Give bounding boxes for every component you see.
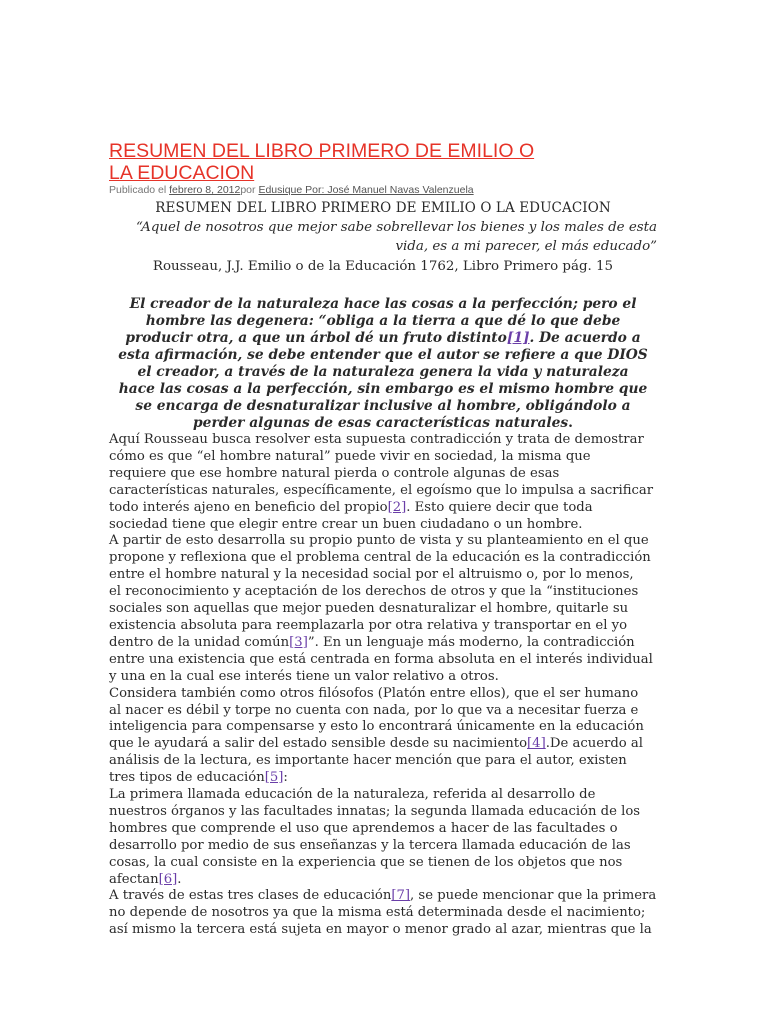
body-paragraph-5 (109, 888, 657, 939)
footnote-link-4[interactable]: [4] (527, 736, 546, 752)
text-line: existencia absoluta para reemplazarla por otra relativa y transportar en el yo (109, 617, 628, 633)
text-line: cómo es que “el hombre natural” puede vivir en sociedad, la misma que (109, 448, 591, 464)
article-title-line-1[interactable]: RESUMEN DEL LIBRO PRIMERO DE EMILIO O (109, 140, 535, 162)
text-line: propone y reflexiona que el problema central de la educación es la contradicción (109, 550, 651, 566)
body-paragraph-2 (109, 533, 657, 685)
article-body (109, 432, 657, 939)
text-line: entre una existencia que está centrada en forma absoluta en el interés individual (109, 651, 653, 667)
text-line: . (177, 871, 182, 887)
post-meta (109, 184, 657, 196)
text-line: A partir de esto desarrolla su propio punto de vista y su planteamiento en el que (109, 533, 649, 549)
epigraph-source: Rousseau, J.J. Emilio o de la Educación 1762, Libro Primero pág. 15 (152, 259, 614, 274)
footnote-link-2[interactable]: [2] (387, 499, 407, 515)
text-line: hombres que comprende el uso que aprendemos a hacer de las facultades o (109, 820, 618, 836)
article-title-line-2[interactable]: LA EDUCACION (109, 162, 255, 184)
text-line: La primera llamada educación de la naturaleza, referida al desarrollo de (109, 787, 596, 803)
text-line: Considera también como otros filósofos (Platón entre ellos), que el ser humano (109, 685, 639, 701)
text-line: que le ayudará a salir del estado sensible desde su nacimiento (109, 736, 528, 752)
lead-line: el creador, a través de la naturaleza genera la vida y naturaleza (137, 364, 629, 380)
body-paragraph-1 (109, 432, 657, 533)
lead-line: hombre las degenera: “obliga a la tierra a que dé lo que debe (145, 313, 621, 329)
text-line: ”. En un lenguaje más moderno, la contradicción (307, 634, 635, 650)
post-date-link[interactable]: febrero 8, 2012 (169, 184, 241, 196)
text-line: así mismo la tercera está sujeta en mayor o menor grado al azar, mientras que la (109, 922, 652, 938)
document-page (109, 140, 657, 939)
lead-line: se encarga de desnaturalizar inclusive al hombre, obligándolo a (135, 398, 631, 414)
epigraph-line-1: “Aquel de nosotros que mejor sabe sobrellevar los bienes y los males de esta (136, 220, 657, 235)
epigraph-line-2: vida, es a mi parecer, el más educado” (395, 239, 657, 254)
lead-line: perder algunas de esas características naturales (193, 415, 569, 431)
text-line: tres tipos de educación (109, 770, 265, 786)
footnote-link-7[interactable]: [7] (391, 888, 411, 904)
text-line: el reconocimiento y aceptación de los derechos de otros y que la “instituciones (109, 584, 639, 600)
footnote-link-5[interactable]: [5] (264, 770, 284, 786)
text-line: , se puede mencionar que la primera (410, 888, 657, 904)
lead-line: producir otra, a que un árbol dé un fruto distinto (125, 330, 507, 346)
text-line: todo interés ajeno en beneficio del propio (109, 499, 388, 515)
text-line: no depende de nosotros ya que la misma está determinada desde el nacimiento; (109, 905, 646, 921)
text-line: entre el hombre natural y la necesidad social por el altruismo o, por lo menos, (109, 567, 634, 583)
text-line: : (283, 770, 288, 786)
text-line: sociedad tiene que elegir entre crear un buen ciudadano o un hombre. (109, 516, 583, 532)
text-line: A través de estas tres clases de educación (109, 888, 392, 904)
text-line: requiere que ese hombre natural pierda o controle algunas de esas (109, 465, 560, 481)
text-line: afectan (109, 871, 159, 887)
by-label: por (240, 184, 259, 196)
text-line: inteligencia para compensarse y esto lo encontrará únicamente en la educación (109, 719, 644, 735)
text-line: dentro de la unidad común (109, 634, 290, 650)
lead-line: El creador de la naturaleza hace las cosas a la perfección; pero el (129, 296, 637, 312)
text-line: análisis de la lectura, es importante hacer mención que para el autor, existen (109, 753, 627, 769)
text-line: desarrollo por medio de sus enseñanzas y la tercera llamada educación de las (109, 837, 631, 853)
footnote-link-1[interactable]: [1] (506, 330, 530, 346)
lead-line: hace las cosas a la perfección, sin embargo es el mismo hombre que (118, 381, 648, 397)
footnote-link-3[interactable]: [3] (289, 634, 308, 650)
text-line: y una en la cual ese interés tiene un valor relativo a otros. (109, 668, 499, 684)
lead-line: esta afirmación, se debe entender que el autor se refiere a que DIOS (118, 347, 648, 363)
text-line: cosas, la cual consiste en la experiencia que se tienen de los objetos que nos (109, 854, 623, 870)
text-line: .De acuerdo al (545, 736, 643, 752)
body-paragraph-3 (109, 686, 657, 787)
text-line: al nacer es débil y torpe no cuenta con nada, por lo que va a necesitar fuerza e (109, 702, 639, 718)
document-subhead: RESUMEN DEL LIBRO PRIMERO DE EMILIO O LA EDUCACION (155, 200, 611, 216)
article-title[interactable] (109, 140, 657, 184)
published-label: Publicado el (109, 184, 170, 196)
text-line: Aquí Rousseau busca resolver esta supuesta contradicción y trata de demostrar (109, 432, 644, 447)
lead-end: . (568, 415, 573, 431)
body-paragraph-4 (109, 787, 657, 888)
text-line: nuestros órganos y las facultades innatas; la segunda llamada educación de los (109, 803, 641, 819)
text-line: sociales son aquellas que mejor pueden desnaturalizar el hombre, quitarle su (109, 601, 629, 617)
text-line: características naturales, específicamente, el egoísmo que lo impulsa a sacrificar (109, 482, 654, 498)
footnote-link-6[interactable]: [6] (158, 871, 178, 887)
author-link[interactable]: Edusique Por: José Manuel Navas Valenzuela (258, 184, 474, 196)
text-line: . Esto quiere decir que toda (406, 499, 593, 515)
lead-paragraph (109, 296, 657, 432)
lead-line: . De acuerdo a (529, 330, 641, 346)
epigraph-quote (109, 218, 657, 256)
